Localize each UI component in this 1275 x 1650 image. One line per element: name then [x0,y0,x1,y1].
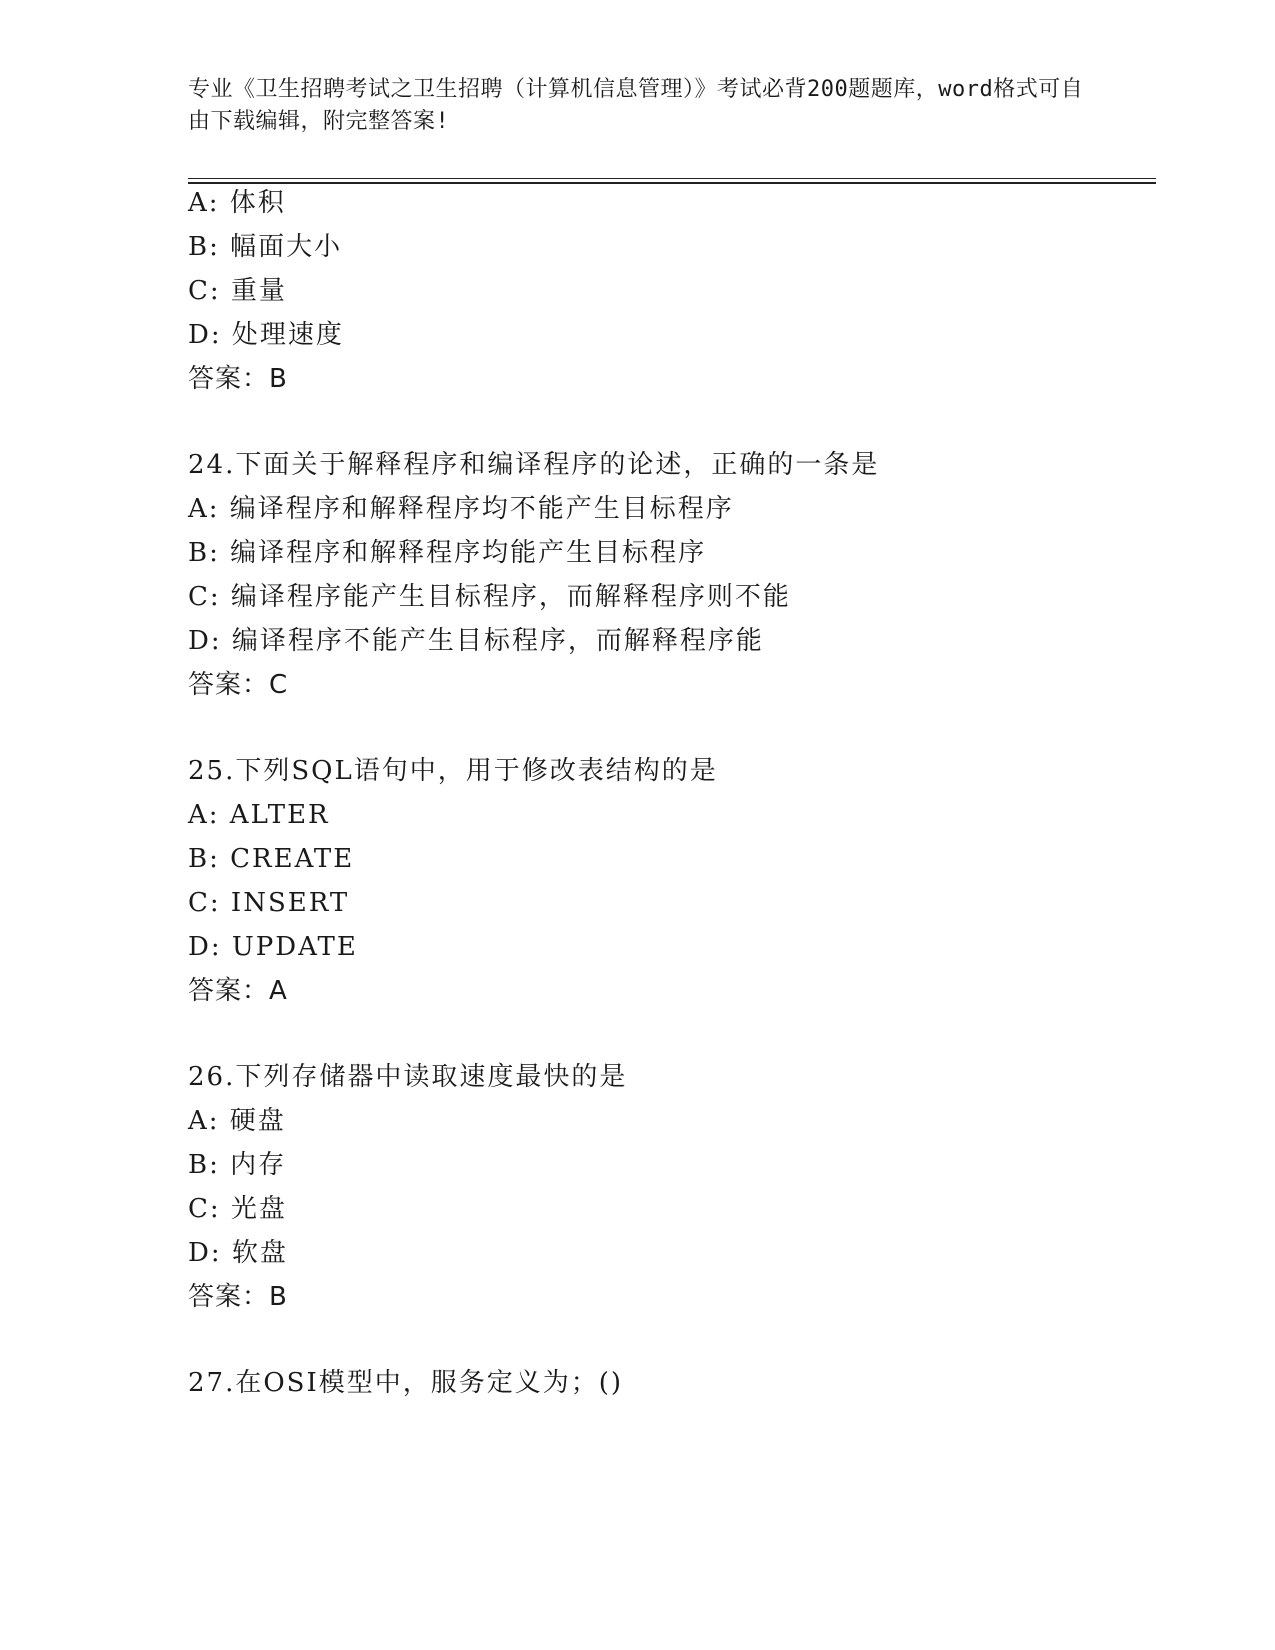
q24-question: 24.下面关于解释程序和编译程序的论述，正确的一条是 [188,450,880,480]
q23-option-a: A: 体积 [188,188,286,218]
q23-option-b: B: 幅面大小 [188,232,343,262]
q25-question: 25.下列SQL语句中，用于修改表结构的是 [188,756,718,786]
q26-answer: 答案：B [188,1282,288,1312]
q24-option-c: C: 编译程序能产生目标程序，而解释程序则不能 [188,582,791,612]
q26-option-a: A: 硬盘 [188,1106,286,1136]
document-header: 专业《卫生招聘考试之卫生招聘（计算机信息管理）》考试必背200题题库，word格式可自由下载编辑，附完整答案! [188,77,1084,134]
q24-option-d: D: 编译程序不能产生目标程序，而解释程序能 [188,626,764,656]
q25-option-a: A: ALTER [188,800,330,830]
q25-option-d: D: UPDATE [188,932,358,962]
q24-option-a: A: 编译程序和解释程序均不能产生目标程序 [188,494,734,524]
header-divider-thin [188,178,1156,179]
q26-option-b: B: 内存 [188,1150,287,1180]
q26-option-c: C: 光盘 [188,1194,287,1224]
q23-option-d: D: 处理速度 [188,320,344,350]
q25-option-b: B: CREATE [188,844,355,874]
header-divider-thick [188,182,1156,184]
q26-question: 26.下列存储器中读取速度最快的是 [188,1062,628,1092]
q24-answer: 答案：C [188,670,289,700]
q25-option-c: C: INSERT [188,888,350,918]
q23-answer: 答案：B [188,364,288,394]
q25-answer: 答案：A [188,976,288,1006]
q24-option-b: B: 编译程序和解释程序均能产生目标程序 [188,538,707,568]
q27-question: 27.在OSI模型中，服务定义为；() [188,1368,624,1398]
q23-option-c: C: 重量 [188,276,287,306]
q26-option-d: D: 软盘 [188,1238,288,1268]
